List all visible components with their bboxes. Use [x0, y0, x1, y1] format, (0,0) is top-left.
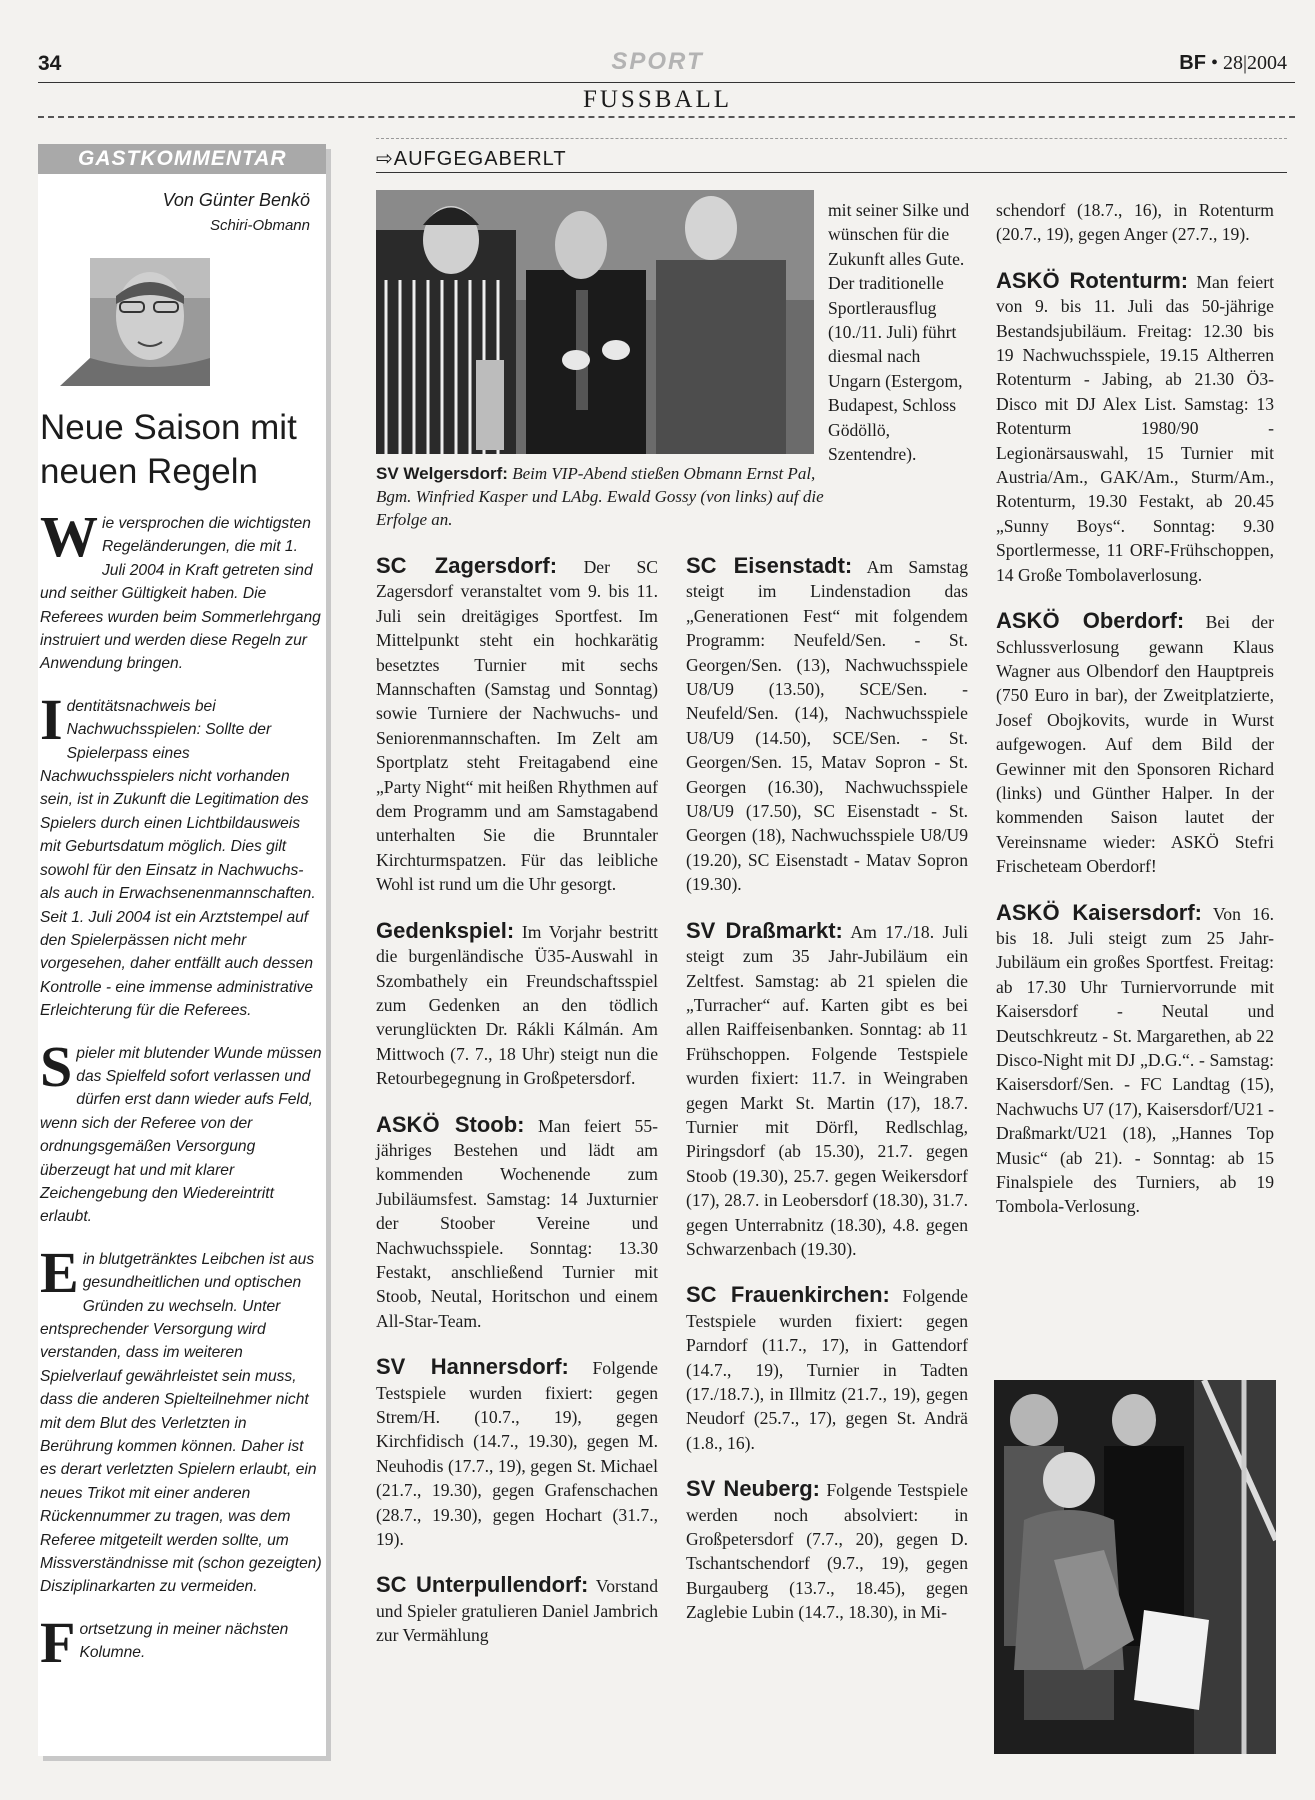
commentary-title [40, 406, 297, 494]
news-item [376, 1113, 658, 1334]
arrow-right-icon: ⇨ [376, 148, 394, 170]
commentary-paragraph [40, 504, 322, 676]
drop-cap: E [40, 1239, 79, 1305]
news-item [686, 919, 968, 1262]
news-item [376, 1573, 658, 1647]
title-line-2: neuen Regeln [40, 452, 258, 491]
header-dashed-rule [38, 116, 1295, 118]
item-text: Folgende Testspiele wurden fixiert: gegen Parndorf (11.7., 17), in Gattendorf (14.7., 19), Turnier in Tadten (17./18.7.), in Illmitz (21.7., 19), gegen Neudorf (25.7., 17), gegen St. Andrä (1.8., 16). [686, 1286, 968, 1453]
item-heading: ASKÖ Oberdorf: [996, 608, 1185, 634]
item-heading: ASKÖ Kaisersdorf: [996, 899, 1203, 925]
news-column-3 [996, 198, 1274, 1241]
issue-separator: • [1210, 52, 1218, 74]
item-text: Am 17./18. Juli steigt zum 35 Jahr-Jubiläum ein Zeltfest. Samstag: ab 21 spielen die „Turracher“ auf. Karten gibt es bei allen Raiffeisenbanken. Sonntag: ab 11 Frühschoppen. Folgende Testspiele wurden fixiert: 11.7. in Weingraben gegen Markt St. Martin (17), 18.7. Turnier mit Dörfl, Redlschlag, Piringsdorf (ab 15.30), 21.7. gegen Stoob (19.30), 25.7. gegen Weikersdorf (17), 28.7. in Leobersdorf (18.30), 31.7. gegen Unterrabnitz (18.30), 4.8. gegen Schwarzenbach (19.30). [686, 921, 968, 1259]
news-item [376, 1355, 658, 1551]
item-text: Man feiert von 9. bis 11. Juli das 50-jährige Bestandsjubiläum. Freitag: 12.30 bis 19 Nachwuchsspiele, 19.15 Altherren Rotenturm - Jabing, ab 21.30 Ö3-Disco mit DJ Alex List. Samstag: 13 Rotenturm 1980/90 - Legionärsauswahl, 15 Turnier mit Austria/Am., GAK/Am., Sturm/Am., Rotenturm, 19.30 Festakt, ab 20.45 „Sunny Boys“. Sonntag: 9.30 Sportlermesse, 11 ORF-Frühschoppen, 14 Große Tombolaverlosung. [996, 271, 1274, 585]
item-heading: SC Unterpullendorf: [376, 1572, 589, 1598]
news-item [686, 554, 968, 897]
item-heading: ASKÖ Rotenturm: [996, 267, 1189, 293]
gastkommentar-label: GASTKOMMENTAR [38, 144, 326, 174]
news-column-2 [686, 554, 968, 1647]
photo-caption [376, 462, 826, 531]
news-item [686, 1477, 968, 1624]
news-item [376, 919, 658, 1091]
item-text: Vorstand und Spieler gratulieren Daniel Jambrich zur Vermählung [376, 1576, 658, 1646]
drop-cap: S [40, 1033, 73, 1099]
subsection-title: FUSSBALL [582, 86, 733, 113]
issue-info [1179, 52, 1287, 75]
news-column-1 [376, 554, 658, 1670]
aufgegaberlt-title: AUFGEGABERLT [393, 148, 567, 170]
item-heading: Gedenkspiel: [376, 917, 515, 943]
issue-number: 28|2004 [1222, 52, 1287, 74]
commentary-paragraph [40, 1239, 322, 1599]
drop-cap: F [40, 1609, 76, 1675]
welgersdorf-photo [376, 190, 814, 454]
news-item [996, 901, 1274, 1219]
header-rule [38, 82, 1295, 83]
item-text: Folgende Testspiele wurden fixiert: gegen Strem/H. (10.7., 19), gegen Kirchfidisch (14.7., 19.30), gegen M. Neuhodis (17.7., 19), gegen St. Michael (21.7., 19.30), gegen Grafenschachen (28.7., 19.30), gegen Hochart (31.7., 19). [376, 1358, 658, 1550]
item-heading: SC Frauenkirchen: [686, 1282, 890, 1308]
news-item [996, 609, 1274, 878]
section-rule [376, 172, 1287, 173]
news-item [686, 1283, 968, 1455]
item-heading: SV Neuberg: [686, 1476, 820, 1502]
caption-text: Beim VIP-Abend stießen Obmann Ernst Pal, Bgm. Winfried Kasper und LAbg. Ewald Gossy (von links) auf die Erfolge an. [376, 464, 824, 529]
news-item [996, 269, 1274, 587]
commentary-body [40, 504, 322, 1684]
page-number: 34 [38, 52, 62, 75]
item-text: Am Samstag steigt im Lindenstadion das „Generationen Fest“ mit folgendem Programm: Neufeld/Sen. - St. Georgen/Sen. (13), Nachwuchsspiele U8/U9 (13.50), SCE/Sen. - Neufeld/Sen. (14), Nachwuchsspiele U8/U9 (14.50), SCE/Sen. - St. Georgen/Sen. 15, Matav Sopron - St. Georgen (16.30), Nachwuchsspiele U8/U9 (17.50), SC Eisenstadt - St. Georgen (18), Nachwuchsspiele U8/U9 (19.20), SC Eisenstadt - Matav Sopron (19.30). [686, 557, 968, 895]
news-item [376, 554, 658, 897]
paragraph-text: in blutgetränktes Leibchen ist aus gesundheitlichen und optischen Gründen zu wechseln. Unter entsprechender Versorgung wird verstanden, dass im weiteren Spielverlauf gewährleistet sein muss, dass die anderen Spielteilnehmer nicht mit dem Blut des Verletzten in Berührung kommen können. Daher ist es derart verletzten Spielern erlaubt, ein neues Trikot mit einer anderen Rückennummer zu tragen, was dem Referee mitgeteilt werden sollte, um Missverständnisse mit (schon gezeigten) Disziplinarkarten zu vermeiden. [40, 1250, 322, 1596]
item-text: Folgende Testspiele werden noch absolviert: in Großpetersdorf (7.7., 20), gegen D. Tschantschendorf (9.7., 19), gegen Burgauberg (13.7., 18.45), gegen Zaglebie Lubin (14.7., 18.30), in Mi- [686, 1480, 968, 1623]
title-line-1: Neue Saison mit [40, 408, 297, 447]
item-heading: ASKÖ Stoob: [376, 1111, 525, 1137]
author-portrait [60, 258, 210, 386]
item-text: Bei der Schlussverlosung gewann Klaus Wagner aus Olbendorf den Hauptpreis (750 Euro in bar), der Zweitplatzierte, Josef Obojkovits, wurde in Wurst aufgewogen. Auf dem Bild der Gewinner mit den Sponsoren Richard (links) und Günther Halper. In der kommenden Saison lautet der Vereinsname wieder: ASKÖ Stefri Frischeteam Oberdorf! [996, 612, 1274, 877]
drop-cap: I [40, 686, 63, 752]
gastkommentar-column [38, 144, 326, 1756]
item-heading: SV Hannersdorf: [376, 1354, 569, 1380]
author-role: Schiri-Obmann [209, 217, 310, 234]
news-item-continuation: schendorf (18.7., 16), in Rotenturm (20.7., 19), gegen Anger (27.7., 19). [996, 200, 1274, 245]
commentary-paragraph [40, 1609, 322, 1675]
section-dashed-rule [376, 138, 1287, 139]
paragraph-text: dentitätsnachweis bei Nachwuchsspielen: Sollte der Spielerpass eines Nachwuchsspielers nicht vorhanden sein, ist in Zukunft die Legitimation des Spielers durch einen Lichtbildausweis mit Geburtsdatum möglich. Dies gilt sowohl für den Einsatz in Nachwuchs- als auch in Erwachsenenmannschaften. Seit 1. Juli 2004 ist ein Arztstempel auf den Spielerpässen nicht mehr vorgesehen, daher entfällt auch dessen Kontrolle - eine immense administrative Erleichterung für die Referees. [40, 697, 316, 1020]
byline [38, 174, 326, 234]
section-title: SPORT [611, 48, 704, 75]
drop-cap: W [40, 504, 98, 569]
paragraph-text: ortsetzung in meiner nächsten Kolumne. [79, 1620, 289, 1662]
item-heading: SC Zagersdorf: [376, 553, 558, 578]
commentary-paragraph [40, 1033, 322, 1229]
intro-continuation: mit seiner Silke und wünschen für die Zukunft alles Gute. Der traditionelle Sportlerausflug (10./11. Juli) führt diesmal nach Ungarn (Estergom, Budapest, Schloss Gödöllö, Szentendre). [828, 200, 970, 465]
item-heading: SV Draßmarkt: [686, 917, 843, 943]
paper-name: BF [1179, 52, 1206, 74]
paragraph-text: ie versprochen die wichtigsten Regeländerungen, die mit 1. Juli 2004 in Kraft getreten sind und seither Gültigkeit haben. Die Referees wurden beim Sommerlehrgang instruiert und werden diese Regeln zur Anwendung bringen. [40, 515, 321, 673]
item-text: Der SC Zagersdorf veranstaltet vom 9. bis 11. Juli sein dreitägiges Sportfest. Im Mittelpunkt steht ein hochkarätig besetztes Turnier mit sechs Mannschaften (Samstag und Sonntag) sowie Turniere der Nachwuchs- und Seniorenmannschaften. Im Zelt am Sportplatz steht Freitagabend eine „Party Night“ mit heißen Rhythmen auf dem Programm und am Samstagabend unterhalten Sie die Brunntaler Kirchturmspatzen. Für das leibliche Wohl ist rund um die Uhr gesorgt. [376, 557, 658, 895]
commentary-paragraph [40, 686, 322, 1023]
aufgegaberlt-label [376, 146, 567, 171]
oberdorf-photo [994, 1380, 1276, 1754]
item-text: Im Vorjahr bestritt die burgenländische Ü35-Auswahl in Szombathely ein Freundschaftsspiel zum Gedenken an den tödlich verunglückten Dr. Rákli Kálmán. Am Mittwoch (7. 7., 18 Uhr) steigt nun die Retourbegegnung in Großpetersdorf. [376, 921, 658, 1089]
item-text: Man feiert 55-jähriges Bestehen und lädt am kommenden Wochenende zum Jubiläumsfest. Samstag: 14 Juxturnier der Stoober Vereine und Nachwuchsspiele. Sonntag: 13.30 Festakt, anschließend Turnier mit Stoob, Neutal, Horitschon und einem All-Star-Team. [376, 1115, 658, 1331]
item-text: Von 16. bis 18. Juli steigt zum 25 Jahr-Jubiläum ein großes Sportfest. Freitag: ab 17.30 Uhr Turniervorrunde mit Kaisersdorf - Neutal und Deutschkreutz - St. Margarethen, ab 22 Disco-Night mit DJ „D.G.“. - Samstag: Kaisersdorf/Sen. - FC Landtag (15), Nachwuchs U7 (17), Kaisersdorf/U21 - Draßmarkt/U21 (18), „Hannes Top Music“ (ab 21). - Sonntag: ab 15 Finalspiele des Turniers, ab 19 Tombola-Verlosung. [996, 903, 1275, 1217]
author-name: Von Günter Benkö [162, 190, 310, 210]
paragraph-text: pieler mit blutender Wunde müssen das Spielfeld sofort verlassen und dürfen erst dann wieder aufs Feld, wenn sich der Referee von der ordnungsgemäßen Versorgung überzeugt hat und mit klarer Zeichengebung den Wiedereintritt erlaubt. [40, 1044, 322, 1226]
caption-club: SV Welgersdorf: [376, 464, 508, 483]
item-heading: SC Eisenstadt: [686, 553, 853, 578]
